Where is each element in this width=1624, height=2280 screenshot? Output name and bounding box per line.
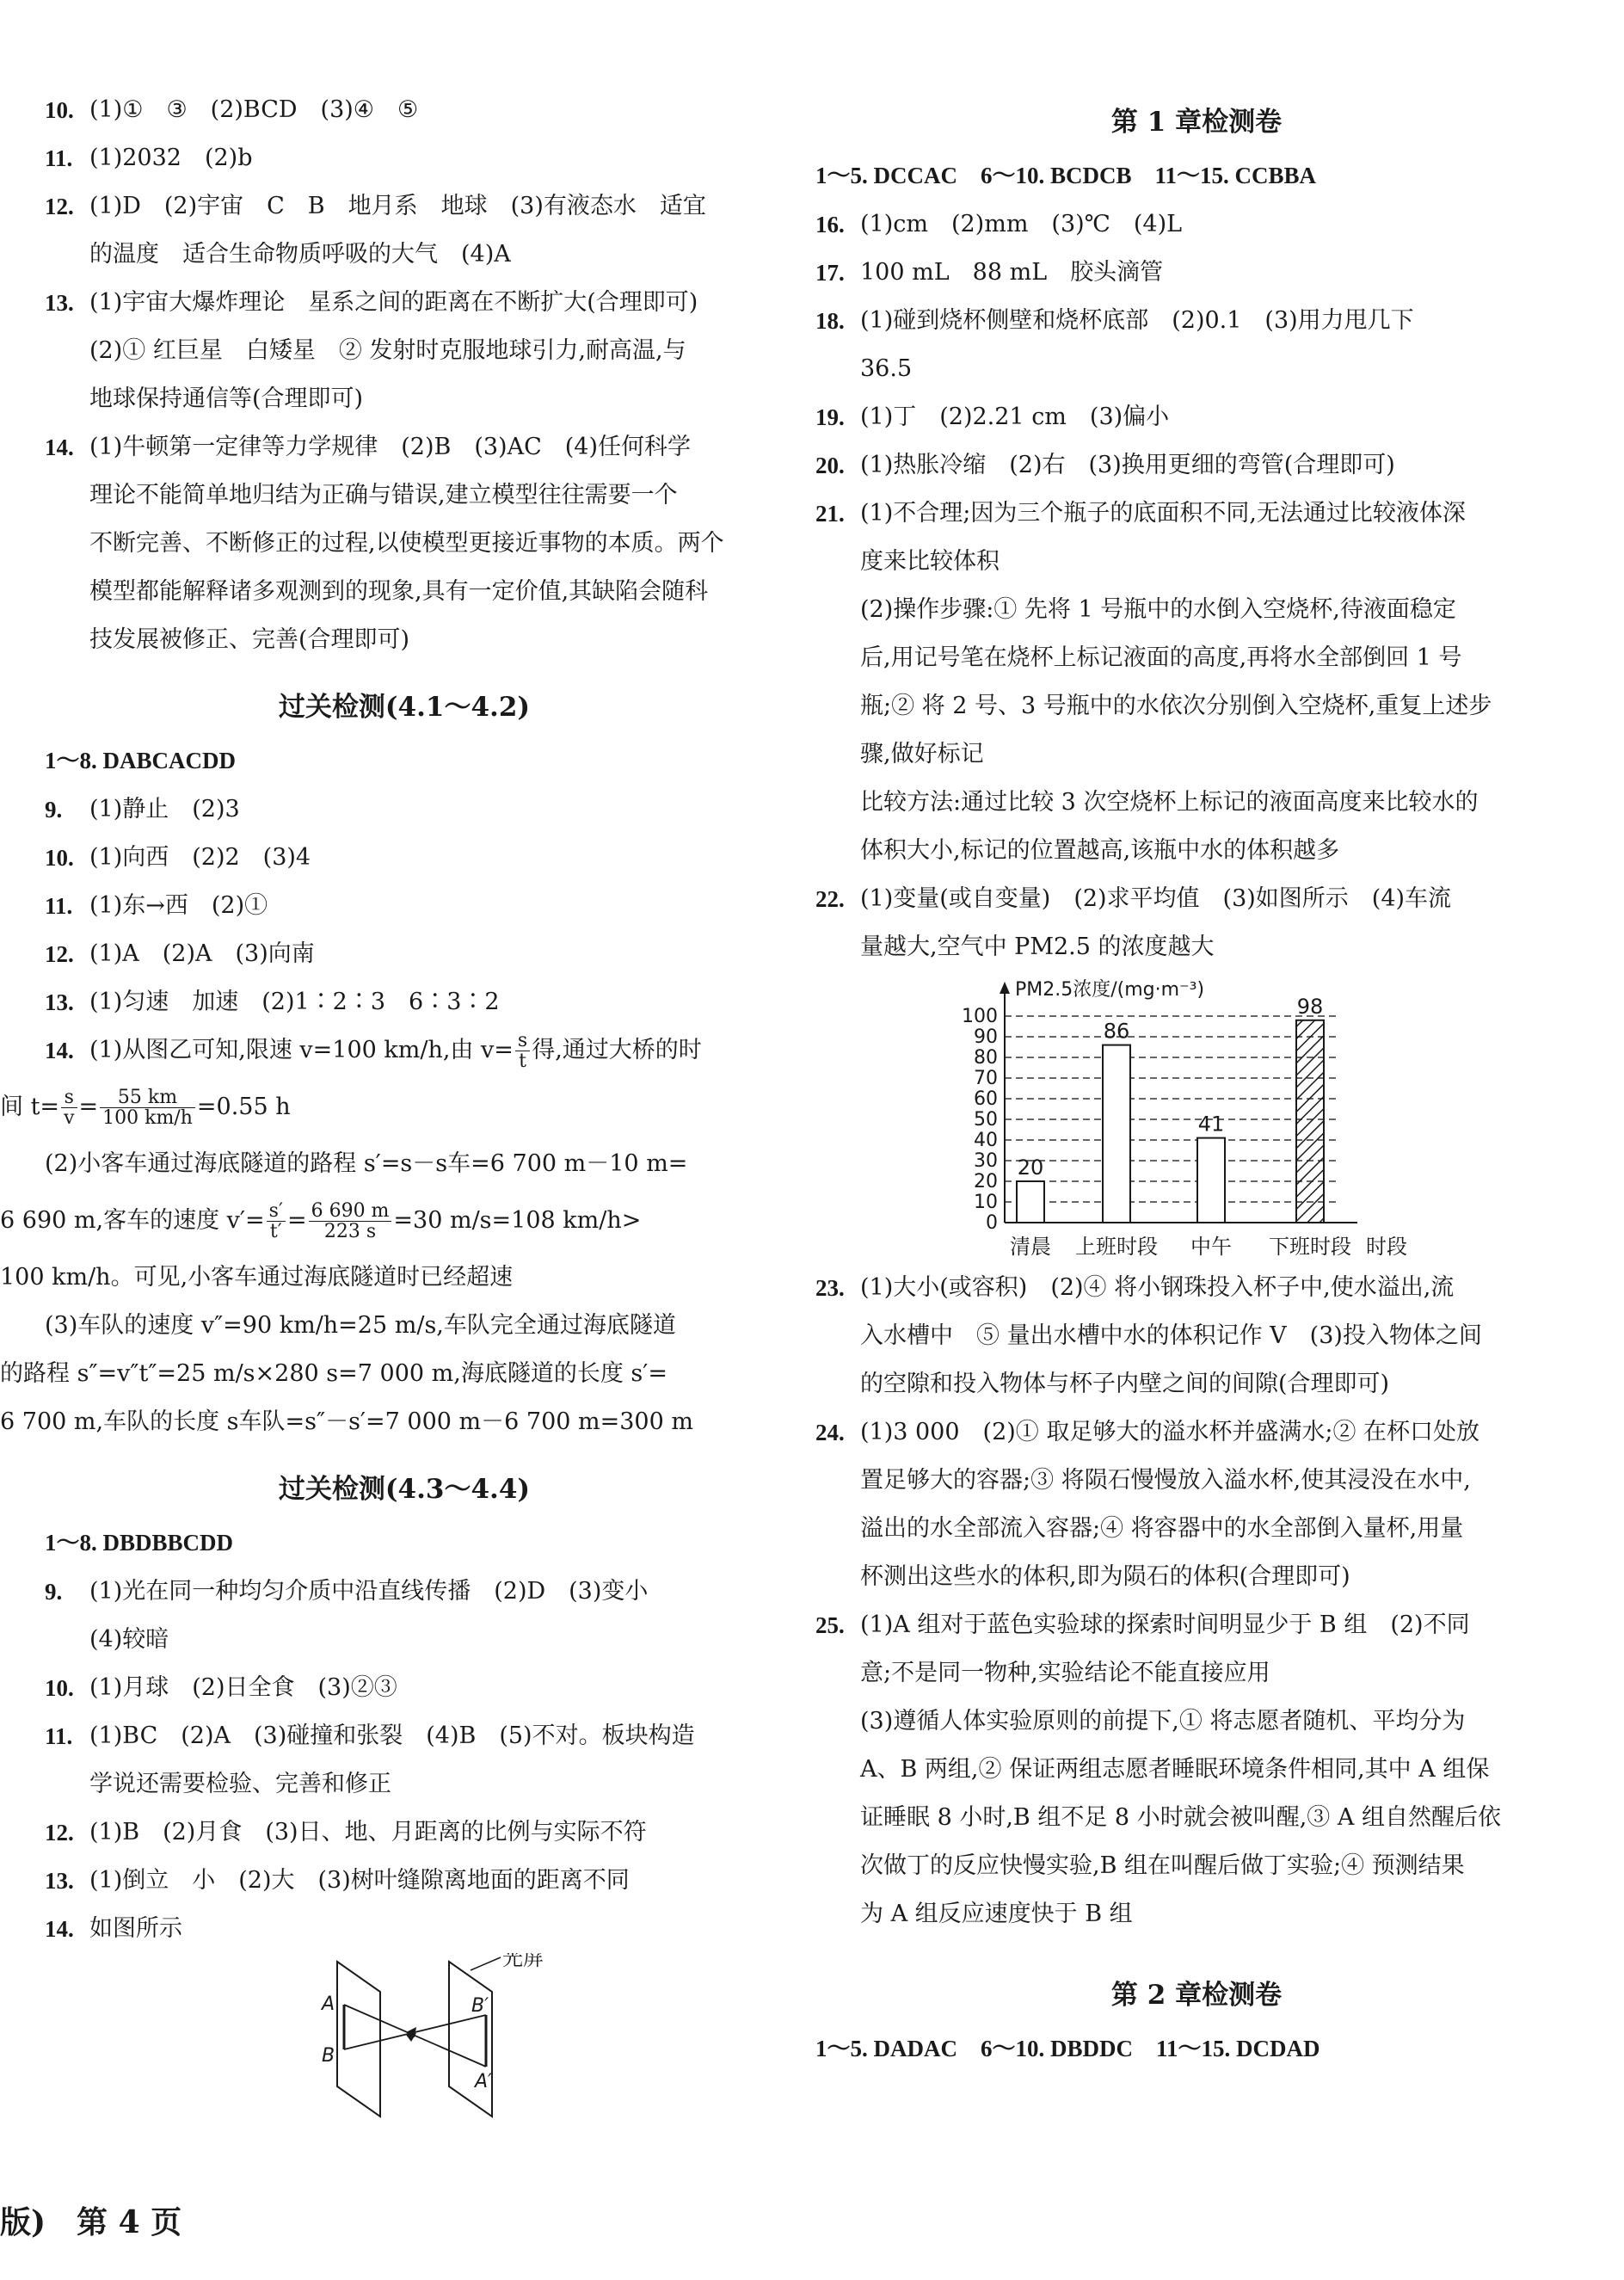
y-tick-label: 80 bbox=[974, 1047, 998, 1069]
bar-value-label: 86 bbox=[1103, 1019, 1130, 1044]
item-number: 12. bbox=[45, 941, 74, 967]
item-line: (2)操作步骤:① 先将 1 号瓶中的水倒入空烧杯,待液面稳定 bbox=[860, 596, 1456, 623]
item-line: (1)不合理;因为三个瓶子的底面积不同,无法通过比较液体深 bbox=[860, 500, 1466, 527]
answer-item bbox=[815, 875, 1578, 971]
chapter1-answers-b bbox=[815, 1264, 1578, 1938]
item-line: 次做丁的反应快慢实验,B 组在叫醒后做丁实验;④ 预测结果 bbox=[860, 1852, 1465, 1879]
item-number: 12. bbox=[45, 194, 74, 219]
item-line: 骤,做好标记 bbox=[860, 741, 984, 767]
y-axis-label: PM2.5浓度/(mg·m⁻³) bbox=[1015, 979, 1205, 1001]
answer-item bbox=[45, 882, 764, 930]
answer-item bbox=[815, 1264, 1578, 1408]
category-label: 中午 bbox=[1190, 1235, 1232, 1259]
item-line: 的温度 适合生命物质呼吸的大气 (4)A bbox=[89, 241, 511, 268]
item-line: 模型都能解释诸多观测到的现象,具有一定价值,其缺陷会随科 bbox=[89, 578, 709, 605]
item-line: 比较方法:通过比较 3 次空烧杯上标记的液面高度来比较水的 bbox=[860, 789, 1479, 816]
item-line: (1)B (2)月食 (3)日、地、月距离的比例与实际不符 bbox=[89, 1819, 647, 1846]
item-number: 21. bbox=[815, 501, 845, 527]
y-tick-label: 60 bbox=[974, 1088, 998, 1110]
item-line: (1)丁 (2)2.21 cm (3)偏小 bbox=[860, 404, 1170, 430]
q14-line8: 6 700 m,车队的长度 s车队=s″－s′=7 000 m－6 700 m=300 m bbox=[0, 1408, 693, 1435]
item-line: (1)月球 (2)日全食 (3)②③ bbox=[89, 1674, 397, 1701]
section-4-1-answers bbox=[45, 786, 764, 1026]
screen-pointer bbox=[471, 1957, 501, 1970]
item-line: 不断完善、不断修正的过程,以使模型更接近事物的本质。两个 bbox=[89, 530, 724, 557]
item-line: 学说还需要检验、完善和修正 bbox=[89, 1771, 391, 1797]
item-line: (1)倒立 小 (2)大 (3)树叶缝隙离地面的距离不同 bbox=[89, 1867, 630, 1894]
item-number: 9. bbox=[45, 797, 63, 823]
answer-item bbox=[45, 182, 764, 279]
item-line: (1)2032 (2)b bbox=[89, 145, 253, 171]
y-tick-label: 10 bbox=[974, 1192, 998, 1213]
q14-line2: 间 t= $\frac{s}{v}$ = $\frac{55 km}{100 km/h}$ =0.55 h bbox=[0, 1086, 291, 1129]
q14-line7: 的路程 s″=v″t″=25 m/s×280 s=7 000 m,海底隧道的长度 s′= bbox=[0, 1360, 668, 1387]
item-line: 瓶;② 将 2 号、3 号瓶中的水依次分别倒入空烧杯,重复上述步 bbox=[860, 693, 1492, 719]
answer-item bbox=[45, 786, 764, 834]
choice-answers: 1～5. DCCAC 6～10. BCDCB 11～15. CCBBA bbox=[815, 163, 1317, 188]
answer-item bbox=[815, 297, 1578, 393]
section-heading-4-1: 过关检测(4.1～4.2) bbox=[278, 692, 531, 723]
item-line: 地球保持通信等(合理即可) bbox=[89, 385, 364, 412]
q14-line3: (2)小客车通过海底隧道的路程 s′=s－s车=6 700 m－10 m= bbox=[45, 1150, 688, 1177]
item-number: 9. bbox=[45, 1579, 63, 1605]
item-line: 度来比较体积 bbox=[860, 548, 1000, 575]
item-line: (1)热胀冷缩 (2)右 (3)换用更细的弯管(合理即可) bbox=[860, 452, 1395, 478]
y-axis-arrow bbox=[1000, 982, 1010, 994]
pinhole-diagram bbox=[45, 1953, 764, 2125]
answer-item bbox=[45, 279, 764, 423]
section-4-3-answers bbox=[45, 1568, 764, 1953]
item-number: 12. bbox=[45, 1820, 74, 1846]
choice-answers: 1～5. DADAC 6～10. DBDDC 11～15. DCDAD bbox=[815, 2036, 1320, 2061]
choice-answers: 1～8. DBDBBCDD bbox=[45, 1530, 234, 1556]
section-heading-ch2: 第 2 章检测卷 bbox=[1110, 1980, 1283, 2011]
item-number: 13. bbox=[45, 1868, 74, 1894]
answer-item bbox=[815, 1601, 1578, 1938]
item-line: (1)宇宙大爆炸理论 星系之间的距离在不断扩大(合理即可) bbox=[89, 289, 698, 316]
item-number: 25. bbox=[815, 1612, 845, 1638]
bar-value-label: 41 bbox=[1197, 1112, 1225, 1137]
item-line: 置足够大的容器;③ 将陨石慢慢放入溢水杯,使其浸没在水中, bbox=[860, 1467, 1471, 1494]
item-line: 为 A 组反应速度快于 B 组 bbox=[860, 1901, 1133, 1927]
label-a: A bbox=[322, 1993, 335, 2015]
category-label: 清晨 bbox=[1010, 1235, 1051, 1259]
item-line: 的空隙和投入物体与杯子内壁之间的间隙(合理即可) bbox=[860, 1371, 1390, 1397]
item-line: (1)碰到烧杯侧壁和烧杯底部 (2)0.1 (3)用力甩几下 bbox=[860, 307, 1414, 334]
page-footer: 版) 第 4 页 bbox=[0, 2204, 182, 2240]
item-line: (1)A (2)A (3)向南 bbox=[89, 940, 315, 967]
y-tick-label: 0 bbox=[986, 1212, 998, 1234]
q14-line4: 6 690 m,客车的速度 v′= $\frac{s'}{t'}$ = $\frac{6 690 m}{223 s}$ =30 m/s=108 km/h> bbox=[0, 1199, 642, 1242]
answer-item-q14-speed: 14. (1)从图乙可知,限速 v=100 km/h,由 v= $\frac{s}{t}$ 得,通过大桥的时 bbox=[45, 1029, 702, 1072]
answer-item bbox=[45, 930, 764, 978]
answer-item bbox=[45, 134, 764, 182]
item-line: (1)东→西 (2)① bbox=[89, 892, 268, 919]
x-axis-label: 时段 bbox=[1366, 1235, 1407, 1259]
item-line: 溢出的水全部流入容器;④ 将容器中的水全部倒入量杯,用量 bbox=[860, 1515, 1464, 1542]
item-line: (1)向西 (2)2 (3)4 bbox=[89, 844, 311, 871]
left-column bbox=[0, 86, 764, 2125]
bar-0 bbox=[1017, 1181, 1044, 1223]
pm25-chart-wrap bbox=[815, 971, 1578, 1264]
item-number: 22. bbox=[815, 886, 845, 912]
item-number: 24. bbox=[815, 1420, 845, 1445]
y-tick-label: 40 bbox=[974, 1130, 998, 1151]
answer-item bbox=[45, 86, 764, 134]
label-a-image: A′ bbox=[475, 2071, 493, 2092]
item-number: 14. bbox=[45, 1916, 74, 1942]
answer-item bbox=[45, 1712, 764, 1809]
item-line: (4)较暗 bbox=[89, 1626, 169, 1653]
answer-item bbox=[45, 1857, 764, 1905]
right-column bbox=[815, 96, 1578, 2074]
answer-item bbox=[45, 1664, 764, 1712]
item-number: 19. bbox=[815, 404, 845, 430]
label-b: B bbox=[322, 2045, 335, 2067]
bar-1 bbox=[1103, 1045, 1130, 1223]
left-top-answers bbox=[45, 86, 764, 664]
y-tick-label: 20 bbox=[974, 1171, 998, 1192]
answer-item bbox=[815, 1408, 1578, 1601]
item-line: 100 mL 88 mL 胶头滴管 bbox=[860, 259, 1164, 286]
item-line: 杯测出这些水的体积,即为陨石的体积(合理即可) bbox=[860, 1563, 1350, 1590]
item-number: 16. bbox=[815, 212, 845, 237]
item-line: (2)① 红巨星 白矮星 ② 发射时克服地球引力,耐高温,与 bbox=[89, 337, 686, 364]
item-line: 36.5 bbox=[860, 355, 913, 382]
answer-item bbox=[45, 834, 764, 882]
item-line: (1)光在同一种均匀介质中沿直线传播 (2)D (3)变小 bbox=[89, 1578, 649, 1605]
q14-line6: (3)车队的速度 v″=90 km/h=25 m/s,车队完全通过海底隧道 bbox=[45, 1312, 676, 1339]
item-line: (1)匀速 加速 (2)1∶2∶3 6∶3∶2 bbox=[89, 989, 500, 1015]
item-line: (1)① ③ (2)BCD (3)④ ⑤ bbox=[89, 96, 419, 123]
item-line: (1)BC (2)A (3)碰撞和张裂 (4)B (5)不对。板块构造 bbox=[89, 1722, 695, 1749]
pinhole-figure bbox=[45, 1953, 764, 2125]
answer-item bbox=[45, 1905, 764, 1953]
item-number: 11. bbox=[45, 893, 73, 919]
bar-value-label: 98 bbox=[1296, 994, 1324, 1019]
bar-3 bbox=[1296, 1020, 1324, 1223]
item-line: 入水槽中 ⑤ 量出水槽中水的体积记作 V (3)投入物体之间 bbox=[860, 1322, 1482, 1349]
answer-item bbox=[815, 490, 1578, 875]
label-b-image: B′ bbox=[471, 1995, 489, 2017]
item-number: 17. bbox=[815, 260, 845, 286]
section-heading-4-3: 过关检测(4.3～4.4) bbox=[278, 1474, 531, 1505]
category-label: 下班时段 bbox=[1269, 1235, 1351, 1259]
chapter1-answers-a bbox=[815, 200, 1578, 971]
y-tick-label: 30 bbox=[974, 1150, 998, 1172]
category-label: 上班时段 bbox=[1075, 1235, 1158, 1259]
item-number: 11. bbox=[45, 1723, 73, 1749]
choice-answers: 1～8. DABCACDD bbox=[45, 748, 236, 773]
item-number: 23. bbox=[815, 1275, 845, 1301]
item-line: (1)3 000 (2)① 取足够大的溢水杯并盛满水;② 在杯口处放 bbox=[860, 1419, 1480, 1445]
answer-item bbox=[815, 441, 1578, 490]
bar-value-label: 20 bbox=[1017, 1155, 1044, 1180]
item-number: 20. bbox=[815, 453, 845, 478]
item-line: (1)静止 (2)3 bbox=[89, 796, 240, 823]
item-line: (1)A 组对于蓝色实验球的探索时间明显少于 B 组 (2)不同 bbox=[860, 1611, 1470, 1638]
item-line: 理论不能简单地归结为正确与错误,建立模型往往需要一个 bbox=[89, 482, 678, 508]
item-line: A、B 两组,② 保证两组志愿者睡眠环境条件相同,其中 A 组保 bbox=[860, 1756, 1490, 1783]
answer-item bbox=[815, 249, 1578, 297]
item-line: (1)cm (2)mm (3)℃ (4)L bbox=[860, 211, 1183, 237]
y-tick-label: 50 bbox=[974, 1109, 998, 1131]
item-number: 10. bbox=[45, 1675, 74, 1701]
y-tick-label: 70 bbox=[974, 1068, 998, 1089]
item-number: 10. bbox=[45, 97, 74, 123]
bar-2 bbox=[1197, 1138, 1225, 1223]
item-number: 10. bbox=[45, 845, 74, 871]
item-line: 意;不是同一物种,实验结论不能直接应用 bbox=[860, 1660, 1270, 1686]
answer-item bbox=[45, 1809, 764, 1857]
item-line: 体积大小,标记的位置越高,该瓶中水的体积越多 bbox=[860, 837, 1340, 864]
q14-line5: 100 km/h。可见,小客车通过海底隧道时已经超速 bbox=[0, 1264, 514, 1291]
item-line: 后,用记号笔在烧杯上标记液面的高度,再将水全部倒回 1 号 bbox=[860, 644, 1462, 671]
answer-item bbox=[45, 423, 764, 664]
answer-item bbox=[815, 200, 1578, 249]
item-line: 技发展被修正、完善(合理即可) bbox=[89, 626, 410, 653]
item-number: 13. bbox=[45, 989, 74, 1015]
ray-a bbox=[344, 2005, 486, 2067]
pm25-bar-chart bbox=[815, 971, 1578, 1264]
section-heading-ch1: 第 1 章检测卷 bbox=[1110, 107, 1283, 138]
answer-item bbox=[815, 393, 1578, 441]
item-line: (1)大小(或容积) (2)④ 将小钢珠投入杯子中,使水溢出,流 bbox=[860, 1274, 1455, 1301]
y-tick-label: 100 bbox=[962, 1006, 998, 1027]
item-number: 13. bbox=[45, 290, 74, 316]
screen-label: 光屏 bbox=[502, 1953, 544, 1970]
item-line: (1)牛顿第一定律等力学规律 (2)B (3)AC (4)任何科学 bbox=[89, 434, 691, 460]
item-number: 11. bbox=[45, 145, 73, 171]
item-number: 14. bbox=[45, 434, 74, 460]
item-line: (1)变量(或自变量) (2)求平均值 (3)如图所示 (4)车流 bbox=[860, 885, 1452, 912]
y-tick-label: 90 bbox=[974, 1026, 998, 1048]
item-number: 18. bbox=[815, 308, 845, 334]
item-line: 量越大,空气中 PM2.5 的浓度越大 bbox=[860, 934, 1215, 960]
item-line: 如图所示 bbox=[89, 1915, 182, 1942]
item-line: (1)D (2)宇宙 C B 地月系 地球 (3)有液态水 适宜 bbox=[89, 193, 706, 219]
answer-item bbox=[45, 978, 764, 1026]
answer-item bbox=[45, 1568, 764, 1664]
item-line: 证睡眠 8 小时,B 组不足 8 小时就会被叫醒,③ A 组自然醒后依 bbox=[860, 1804, 1501, 1831]
item-line: (3)遵循人体实验原则的前提下,① 将志愿者随机、平均分为 bbox=[860, 1708, 1466, 1735]
